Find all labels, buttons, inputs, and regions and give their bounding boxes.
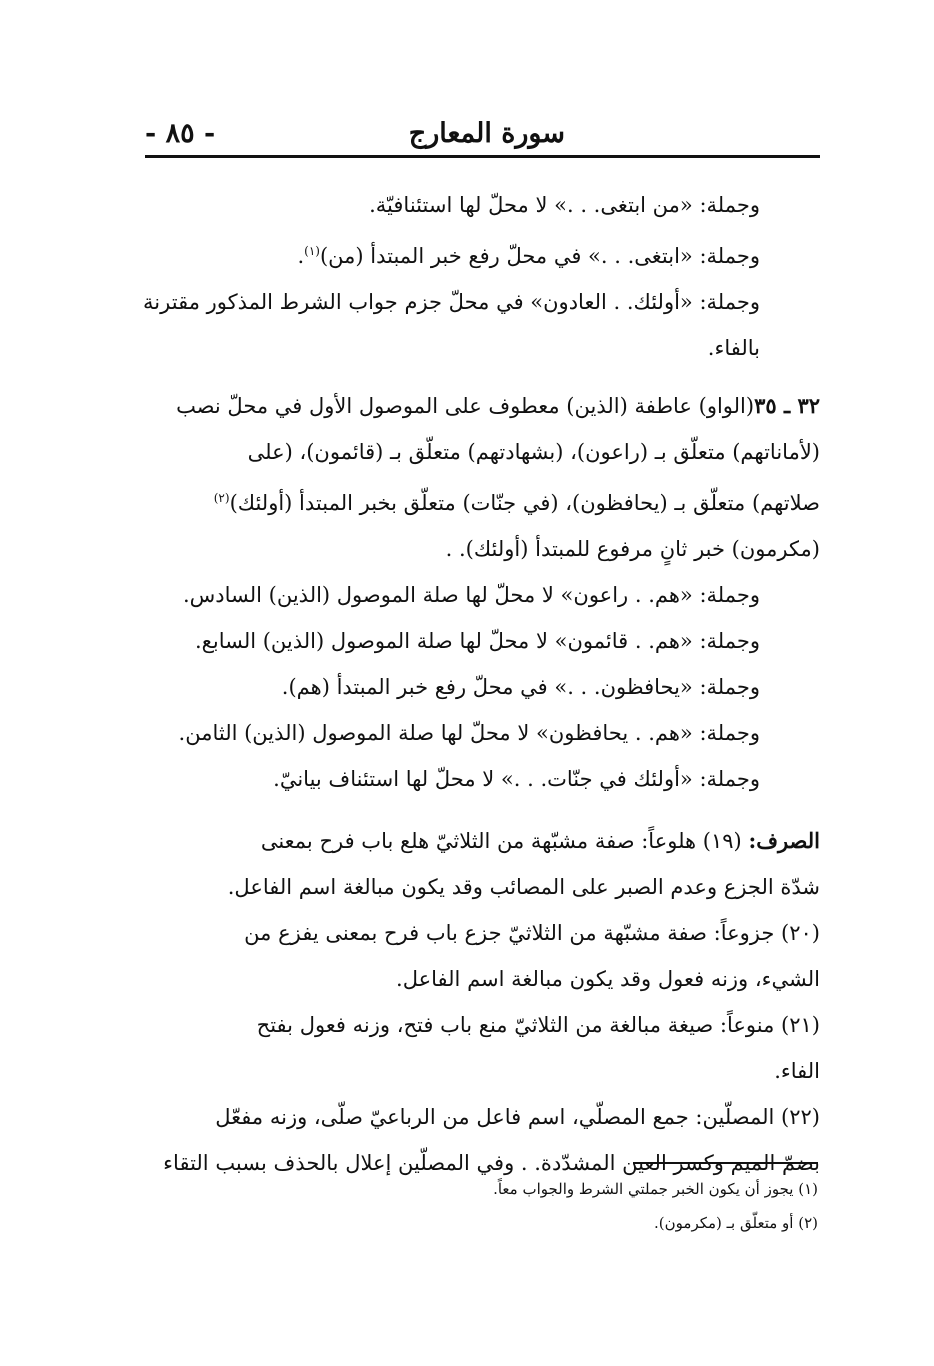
text-line: وجملة: «يحافظون. . .» في محلّ رفع خبر المبتدأ (هم). xyxy=(281,675,760,699)
footnote-divider xyxy=(633,1162,818,1164)
footnote-marker: (٢) xyxy=(213,491,230,505)
text-line: (٢٠) جزوعاً: صفة مشبّهة من الثلاثيّ جزع باب فرح بمعنى يفزع من xyxy=(244,921,820,945)
verse-range: ٣٢ ـ ٣٥ xyxy=(754,393,820,418)
main-text xyxy=(140,182,820,1186)
text-line: وجملة: «هم. . يحافظون» لا محلّ لها صلة الموصول (الذين) الثامن. xyxy=(178,721,760,745)
text-line: بضمّ الميم وكسر العين المشدّدة. . وفي المصلّين إعلال بالحذف بسبب التقاء xyxy=(163,1151,820,1175)
text-line: بالفاء. xyxy=(707,336,760,360)
page-number: - ٨٥ - xyxy=(145,118,216,149)
surah-title: سورة المعارج xyxy=(408,118,565,149)
text-line: (لأماناتهم) متعلّق بـ (راعون)، (بشهادتهم) متعلّق بـ (قائمون)، (على xyxy=(247,440,820,464)
text-line: وجملة: «هم. . قائمون» لا محلّ لها صلة الموصول (الذين) السابع. xyxy=(195,629,760,653)
text-line: شدّة الجزع وعدم الصبر على المصائب وقد يكون مبالغة اسم الفاعل. xyxy=(227,875,820,899)
text-line: (٢١) منوعاً: صيغة مبالغة من الثلاثيّ منع باب فتح، وزنه فعول بفتح xyxy=(256,1013,820,1037)
footnote: (١) يجوز أن يكون الخبر جملتي الشرط والجواب معاً. xyxy=(493,1180,818,1198)
text-line: صلاتهم) متعلّق بـ (يحافظون)، (في جنّات) متعلّق بخبر المبتدأ (أولئك)$^{(٢)}$ xyxy=(213,491,820,515)
text-line: الشيء، وزنه فعول وقد يكون مبالغة اسم الفاعل. xyxy=(396,967,820,991)
footnotes xyxy=(140,1172,818,1240)
footnote-marker: (١) xyxy=(304,244,320,258)
text-line: الصرف: (١٩) هلوعاً: صفة مشبّهة من الثلاثيّ هلع باب فرح بمعنى xyxy=(260,828,820,853)
text-line: (مكرمون) خبر ثانٍ مرفوع للمبتدأ (أولئك). . xyxy=(445,537,820,561)
text-line: وجملة: «ابتغى. . .» في محلّ رفع خبر المبتدأ (من)$^{(١)}$. xyxy=(297,244,760,268)
text-line: وجملة: «من ابتغى. . .» لا محلّ لها استئنافيّة. xyxy=(369,193,760,217)
page-header xyxy=(145,108,820,158)
text-line: وجملة: «هم. . راعون» لا محلّ لها صلة الموصول (الذين) السادس. xyxy=(182,583,760,607)
text-line: (٢٢) المصلّين: جمع المصلّي، اسم فاعل من الرباعيّ صلّى، وزنه مفعّل xyxy=(215,1105,820,1129)
text-line: ٣٢ ـ ٣٥(الواو) عاطفة (الذين) معطوف على الموصول الأول في محلّ نصب xyxy=(176,393,820,418)
sarf-label: الصرف: xyxy=(748,828,820,853)
text-line: الفاء. xyxy=(774,1059,820,1083)
footnote: (٢) أو متعلّق بـ (مكرمون). xyxy=(654,1214,818,1232)
text-line: وجملة: «أولئك في جنّات. . .» لا محلّ لها استئناف بيانيّ. xyxy=(273,767,760,791)
text-line: وجملة: «أولئك. . العادون» في محلّ جزم جواب الشرط المذكور مقترنة xyxy=(143,290,760,314)
